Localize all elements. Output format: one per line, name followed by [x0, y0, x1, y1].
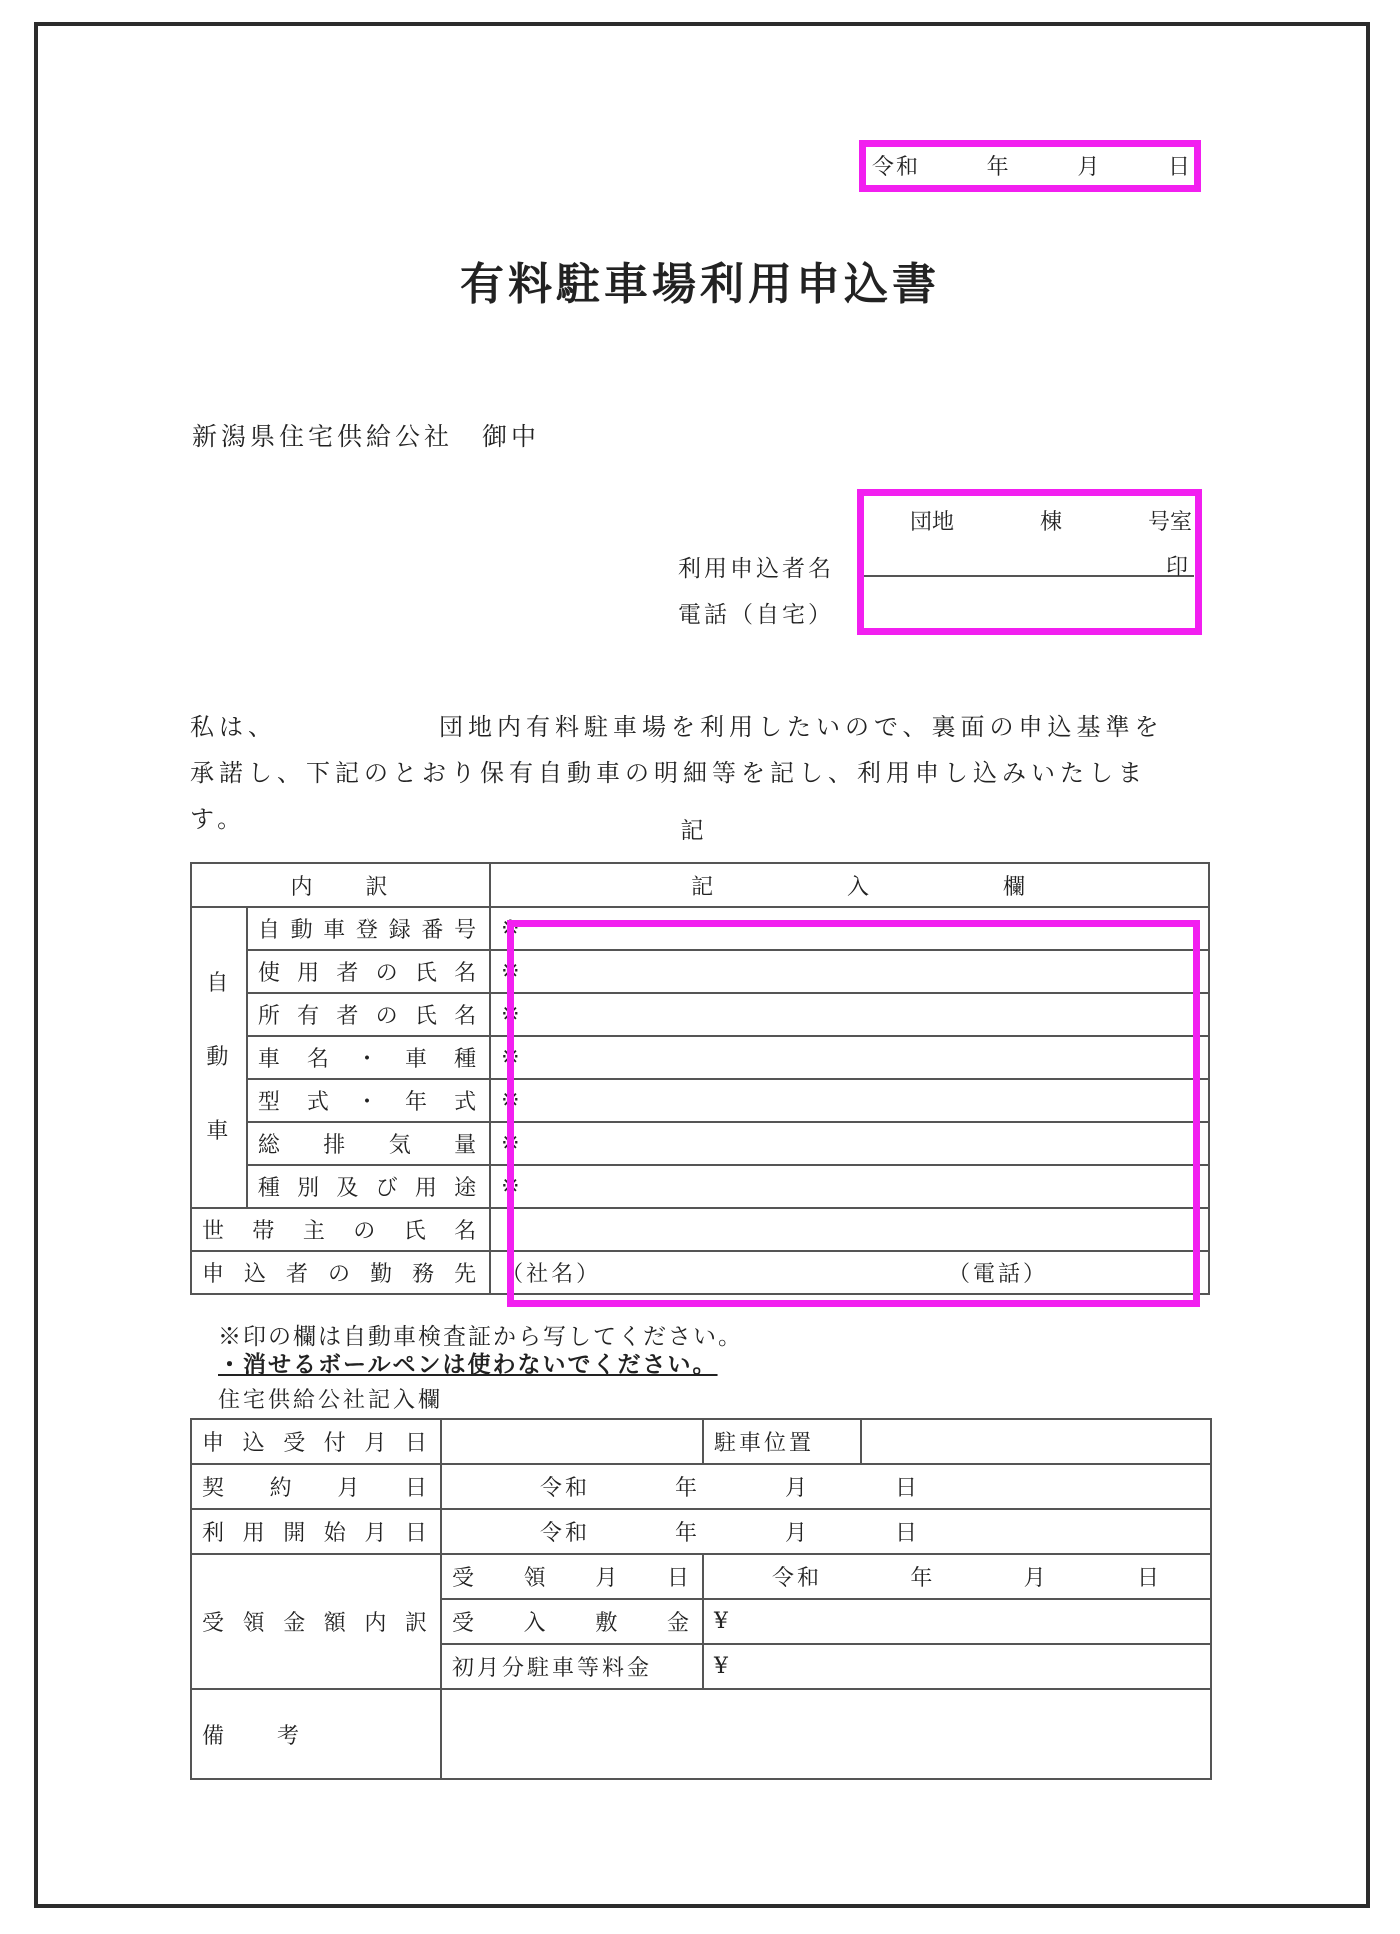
amount-breakdown-label: 受領金額内訳 [191, 1554, 441, 1689]
header-item: 内 訳 [191, 863, 490, 907]
usage-type-field[interactable]: ※ [490, 1165, 1209, 1208]
row-label: 種別及び用途 [247, 1165, 490, 1208]
parking-position-field[interactable] [861, 1419, 1211, 1464]
header-entry [490, 863, 1209, 907]
office-use-table [190, 1418, 1212, 1780]
office-section-title: 住宅供給公社記入欄 [218, 1388, 444, 1413]
contract-date-label: 契約月日 [191, 1464, 441, 1509]
first-month-fee-label: 初月分駐車等料金 [441, 1644, 703, 1689]
applicant-divider [864, 575, 1194, 577]
note-inspection-cert: ※印の欄は自動車検査証から写してください。 [218, 1324, 743, 1350]
table-row [191, 1419, 1211, 1464]
car-group-label: 自 動 車 [191, 907, 247, 1208]
receipt-date-label: 申込受付月日 [191, 1419, 441, 1464]
address-building: 棟 [1039, 510, 1062, 535]
header-entry-1: 記 [691, 874, 717, 900]
row-label: 自動車登録番号 [247, 907, 490, 950]
row-label: 総排気量 [247, 1122, 490, 1165]
header-entry-3: 欄 [1002, 874, 1028, 900]
header-entry-2: 入 [847, 874, 873, 900]
user-name-field[interactable]: ※ [490, 950, 1209, 993]
address-room: 号室 [1147, 510, 1192, 535]
seal-mark: 印 [1166, 555, 1189, 580]
phone-label: （電話） [947, 1262, 1048, 1287]
remarks-field[interactable] [441, 1689, 1211, 1779]
receipt-date-field[interactable] [441, 1419, 703, 1464]
parking-position-label: 駐車位置 [703, 1419, 861, 1464]
type-year-field[interactable]: ※ [490, 1079, 1209, 1122]
car-model-field[interactable]: ※ [490, 1036, 1209, 1079]
workplace-label: 申込者の勤務先 [191, 1251, 490, 1294]
displacement-field[interactable]: ※ [490, 1122, 1209, 1165]
received-date-field[interactable]: 令和 年 月 日 [703, 1554, 1211, 1599]
address-danchi: 団地 [910, 510, 955, 535]
applicant-address [910, 505, 1192, 536]
start-date-label: 利用開始月日 [191, 1509, 441, 1554]
household-head-label: 世帯主の氏名 [191, 1208, 490, 1251]
start-date-field[interactable]: 令和 年 月 日 [441, 1509, 1211, 1554]
applicant-name-label: 利用申込者名 [678, 556, 834, 582]
note-no-erasable-pen: ・消せるボールペンは使わないでください。 [218, 1351, 718, 1378]
first-month-fee-field[interactable]: ¥ [703, 1644, 1211, 1689]
row-label: 型式・年式 [247, 1079, 490, 1122]
table-row [191, 1689, 1211, 1779]
deposit-label: 受入敷金 [441, 1599, 703, 1644]
ki-heading: 記 [680, 818, 704, 844]
statement-line-2: 承諾し、下記のとおり保有自動車の明細等を記し、利用申し込みいたします。 [190, 759, 1147, 833]
date-month: 月 [1077, 154, 1102, 180]
table-row [191, 1554, 1211, 1599]
row-label: 使用者の氏名 [247, 950, 490, 993]
company-label: （社名） [501, 1262, 602, 1287]
date-era: 令和 [872, 154, 921, 180]
entry-highlight[interactable] [507, 920, 1200, 1307]
table-row [191, 1464, 1211, 1509]
contract-date-field[interactable]: 令和 年 月 日 [441, 1464, 1211, 1509]
table-row [191, 1509, 1211, 1554]
received-date-label: 受領月日 [441, 1554, 703, 1599]
application-date [872, 147, 1192, 183]
statement-line-1: 私は、 団地内有料駐車場を利用したいので、裏面の申込基準を [190, 713, 1164, 741]
deposit-field[interactable]: ¥ [703, 1599, 1211, 1644]
addressee: 新潟県住宅供給公社 御中 [192, 422, 541, 451]
applicant-tel-label: 電話（自宅） [678, 602, 834, 628]
table-header-row [191, 863, 1209, 907]
document-title: 有料駐車場利用申込書 [460, 259, 940, 310]
remarks-label: 備 考 [191, 1689, 441, 1779]
row-label: 所有者の氏名 [247, 993, 490, 1036]
date-day: 日 [1167, 154, 1192, 180]
owner-name-field[interactable]: ※ [490, 993, 1209, 1036]
registration-number-field[interactable]: ※ [490, 907, 1209, 950]
row-label: 車名・車種 [247, 1036, 490, 1079]
date-year: 年 [986, 154, 1011, 180]
